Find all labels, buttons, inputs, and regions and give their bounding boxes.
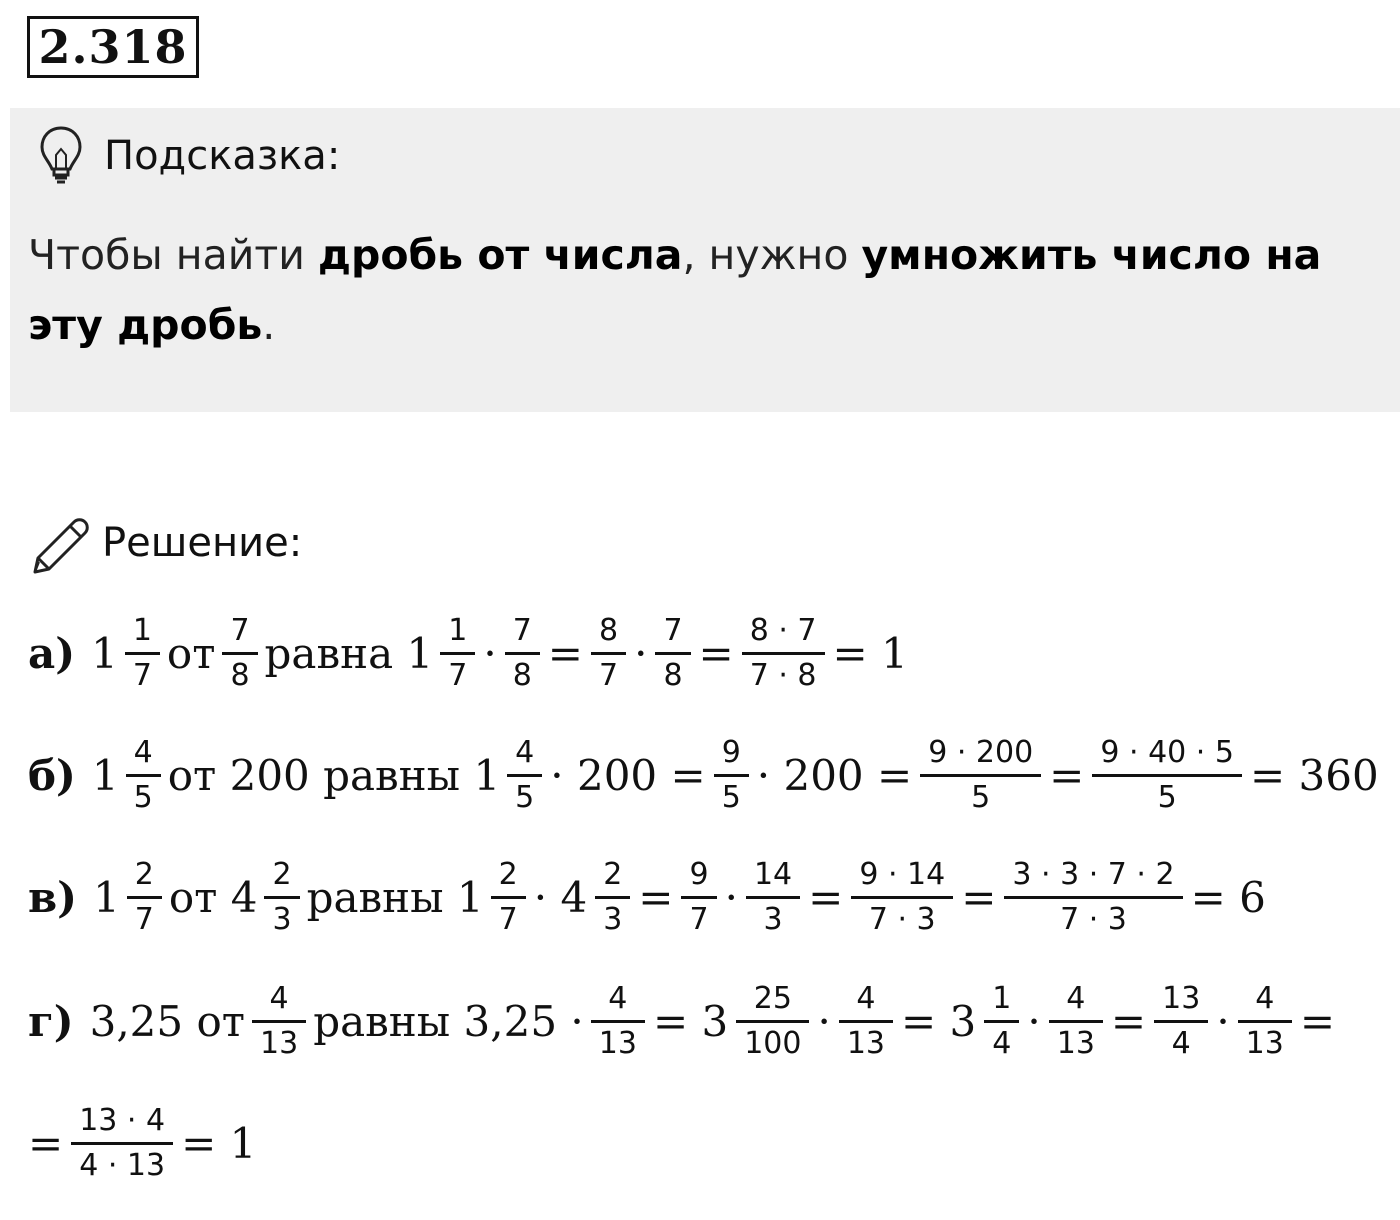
- lightbulb-icon: [38, 125, 84, 187]
- solution-header: [30, 512, 302, 574]
- math-text: равна 1: [264, 629, 434, 678]
- math-text: равны 1: [306, 873, 484, 922]
- math-text: 1: [93, 873, 120, 922]
- math-text: 3,25 от: [89, 997, 245, 1046]
- fraction: [685, 857, 712, 937]
- equation-prefix: а): [28, 629, 76, 678]
- hint-header: [38, 126, 340, 186]
- fraction: [75, 1103, 169, 1183]
- fraction: [843, 981, 889, 1061]
- math-text: от 4: [168, 873, 258, 922]
- numerator: 2: [272, 857, 292, 892]
- math-operator: = 3: [901, 997, 977, 1046]
- denominator: 7 · 3: [1004, 896, 1182, 935]
- numerator: 25: [753, 981, 792, 1016]
- numerator: 9: [689, 857, 709, 892]
- math-operator: =: [1049, 751, 1085, 800]
- fraction: [599, 857, 626, 937]
- pencil-icon: [30, 512, 92, 574]
- hint-text: [28, 220, 1388, 360]
- fraction: [595, 613, 622, 693]
- fraction: [1096, 735, 1238, 815]
- equation-c: [28, 857, 1273, 937]
- math-operator: ·: [634, 629, 648, 678]
- denominator: 4: [984, 1020, 1019, 1059]
- denominator: 4: [1154, 1020, 1208, 1059]
- math-text: от: [166, 629, 216, 678]
- equation-a: [28, 613, 915, 693]
- math-operator: =: [28, 1119, 64, 1168]
- denominator: 8: [505, 652, 540, 691]
- fraction: [1053, 981, 1099, 1061]
- fraction: [750, 857, 796, 937]
- fraction: [988, 981, 1015, 1061]
- numerator: 8: [598, 613, 619, 648]
- denominator: 5: [714, 774, 749, 813]
- fraction: [740, 981, 805, 1061]
- math-text: 1: [91, 751, 119, 800]
- numerator: 9 · 200: [928, 735, 1034, 770]
- numerator: 1: [448, 613, 468, 648]
- denominator: 13: [591, 1020, 645, 1059]
- numerator: 9 · 14: [859, 857, 946, 892]
- numerator: 1: [992, 981, 1012, 1016]
- denominator: 7: [440, 652, 475, 691]
- numerator: 4: [133, 735, 153, 770]
- math-text: от 200 равны 1: [167, 751, 501, 800]
- denominator: 7: [491, 896, 526, 935]
- denominator: 3: [746, 896, 800, 935]
- fraction: [226, 613, 253, 693]
- numerator: 9: [721, 735, 741, 770]
- denominator: 7 · 3: [851, 896, 953, 935]
- math-operator: =: [1299, 997, 1336, 1046]
- fraction: [1242, 981, 1288, 1061]
- fraction: [444, 613, 471, 693]
- numerator: 8 · 7: [749, 613, 817, 648]
- denominator: 7: [681, 896, 716, 935]
- math-operator: ·: [1216, 997, 1230, 1046]
- math-operator: · 4: [533, 873, 588, 922]
- fraction: [924, 735, 1037, 815]
- problem-number: 2.318: [27, 16, 199, 78]
- hint-text-part: Чтобы найти: [28, 231, 318, 279]
- denominator: 100: [736, 1020, 809, 1059]
- math-operator: =: [808, 873, 844, 922]
- equation-d: [28, 981, 1342, 1061]
- fraction: [595, 981, 641, 1061]
- math-operator: =: [961, 873, 997, 922]
- hint-bold-part: умножить число на эту дробь: [28, 231, 1322, 349]
- denominator: 8: [222, 652, 257, 691]
- numerator: 4: [515, 735, 535, 770]
- math-operator: ·: [1027, 997, 1041, 1046]
- solution-label: Решение:: [102, 520, 303, 566]
- denominator: 7: [127, 896, 162, 935]
- numerator: 13: [1162, 981, 1201, 1016]
- fraction: [746, 613, 821, 693]
- fraction: [268, 857, 295, 937]
- math-text: равны 3,25 ·: [313, 997, 584, 1046]
- denominator: 13: [1049, 1020, 1103, 1059]
- hint-bold-part: дробь от числа: [317, 231, 683, 279]
- denominator: 13: [252, 1020, 306, 1059]
- fraction: [256, 981, 302, 1061]
- fraction: [131, 857, 158, 937]
- numerator: 2: [134, 857, 154, 892]
- hint-panel: [10, 108, 1400, 412]
- denominator: 7: [591, 652, 626, 691]
- denominator: 5: [507, 774, 542, 813]
- denominator: 7: [125, 652, 160, 691]
- math-text: 1: [91, 629, 118, 678]
- numerator: 1: [132, 613, 152, 648]
- math-operator: · 200 =: [756, 751, 913, 800]
- math-operator: = 1: [832, 629, 908, 678]
- numerator: 4: [269, 981, 289, 1016]
- numerator: 9 · 40 · 5: [1100, 735, 1234, 770]
- denominator: 8: [655, 652, 690, 691]
- math-operator: =: [1110, 997, 1147, 1046]
- numerator: 4: [608, 981, 628, 1016]
- numerator: 13 · 4: [79, 1103, 166, 1138]
- numerator: 3 · 3 · 7 · 2: [1012, 857, 1175, 892]
- denominator: 4 · 13: [71, 1142, 173, 1181]
- denominator: 13: [1238, 1020, 1292, 1059]
- fraction: [511, 735, 538, 815]
- equation-b: [28, 735, 1386, 815]
- equation-prefix: б): [28, 751, 76, 800]
- denominator: 5: [1092, 774, 1242, 813]
- math-operator: =: [638, 873, 674, 922]
- fraction: [1158, 981, 1204, 1061]
- math-operator: =: [547, 629, 583, 678]
- math-operator: =: [698, 629, 734, 678]
- numerator: 2: [603, 857, 623, 892]
- numerator: 7: [663, 613, 683, 648]
- fraction: [509, 613, 536, 693]
- numerator: 4: [1255, 981, 1275, 1016]
- fraction: [130, 735, 157, 815]
- numerator: 4: [1066, 981, 1086, 1016]
- numerator: 7: [230, 613, 250, 648]
- fraction: [855, 857, 949, 937]
- denominator: 5: [920, 774, 1041, 813]
- denominator: 3: [595, 896, 630, 935]
- hint-text-part: , нужно: [682, 231, 862, 279]
- math-operator: ·: [483, 629, 497, 678]
- fraction: [1008, 857, 1178, 937]
- hint-label: Подсказка:: [104, 133, 341, 179]
- math-operator: = 3: [652, 997, 729, 1046]
- fraction: [495, 857, 522, 937]
- denominator: 13: [839, 1020, 893, 1059]
- math-operator: = 6: [1190, 873, 1266, 922]
- math-operator: = 1: [181, 1119, 257, 1168]
- numerator: 7: [512, 613, 532, 648]
- fraction: [129, 613, 156, 693]
- math-operator: ·: [817, 997, 831, 1046]
- fraction: [718, 735, 745, 815]
- math-operator: · 200 =: [550, 751, 706, 800]
- equation-prefix: г): [28, 997, 74, 1046]
- math-operator: = 360: [1249, 751, 1379, 800]
- equation-d-continuation: [28, 1103, 263, 1183]
- denominator: 5: [126, 774, 161, 813]
- hint-text-part: .: [262, 301, 276, 349]
- equation-prefix: в): [28, 873, 78, 922]
- numerator: 2: [498, 857, 518, 892]
- numerator: 4: [856, 981, 876, 1016]
- math-operator: ·: [724, 873, 738, 922]
- denominator: 3: [264, 896, 299, 935]
- numerator: 14: [753, 857, 793, 892]
- fraction: [659, 613, 686, 693]
- denominator: 7 · 8: [742, 652, 825, 691]
